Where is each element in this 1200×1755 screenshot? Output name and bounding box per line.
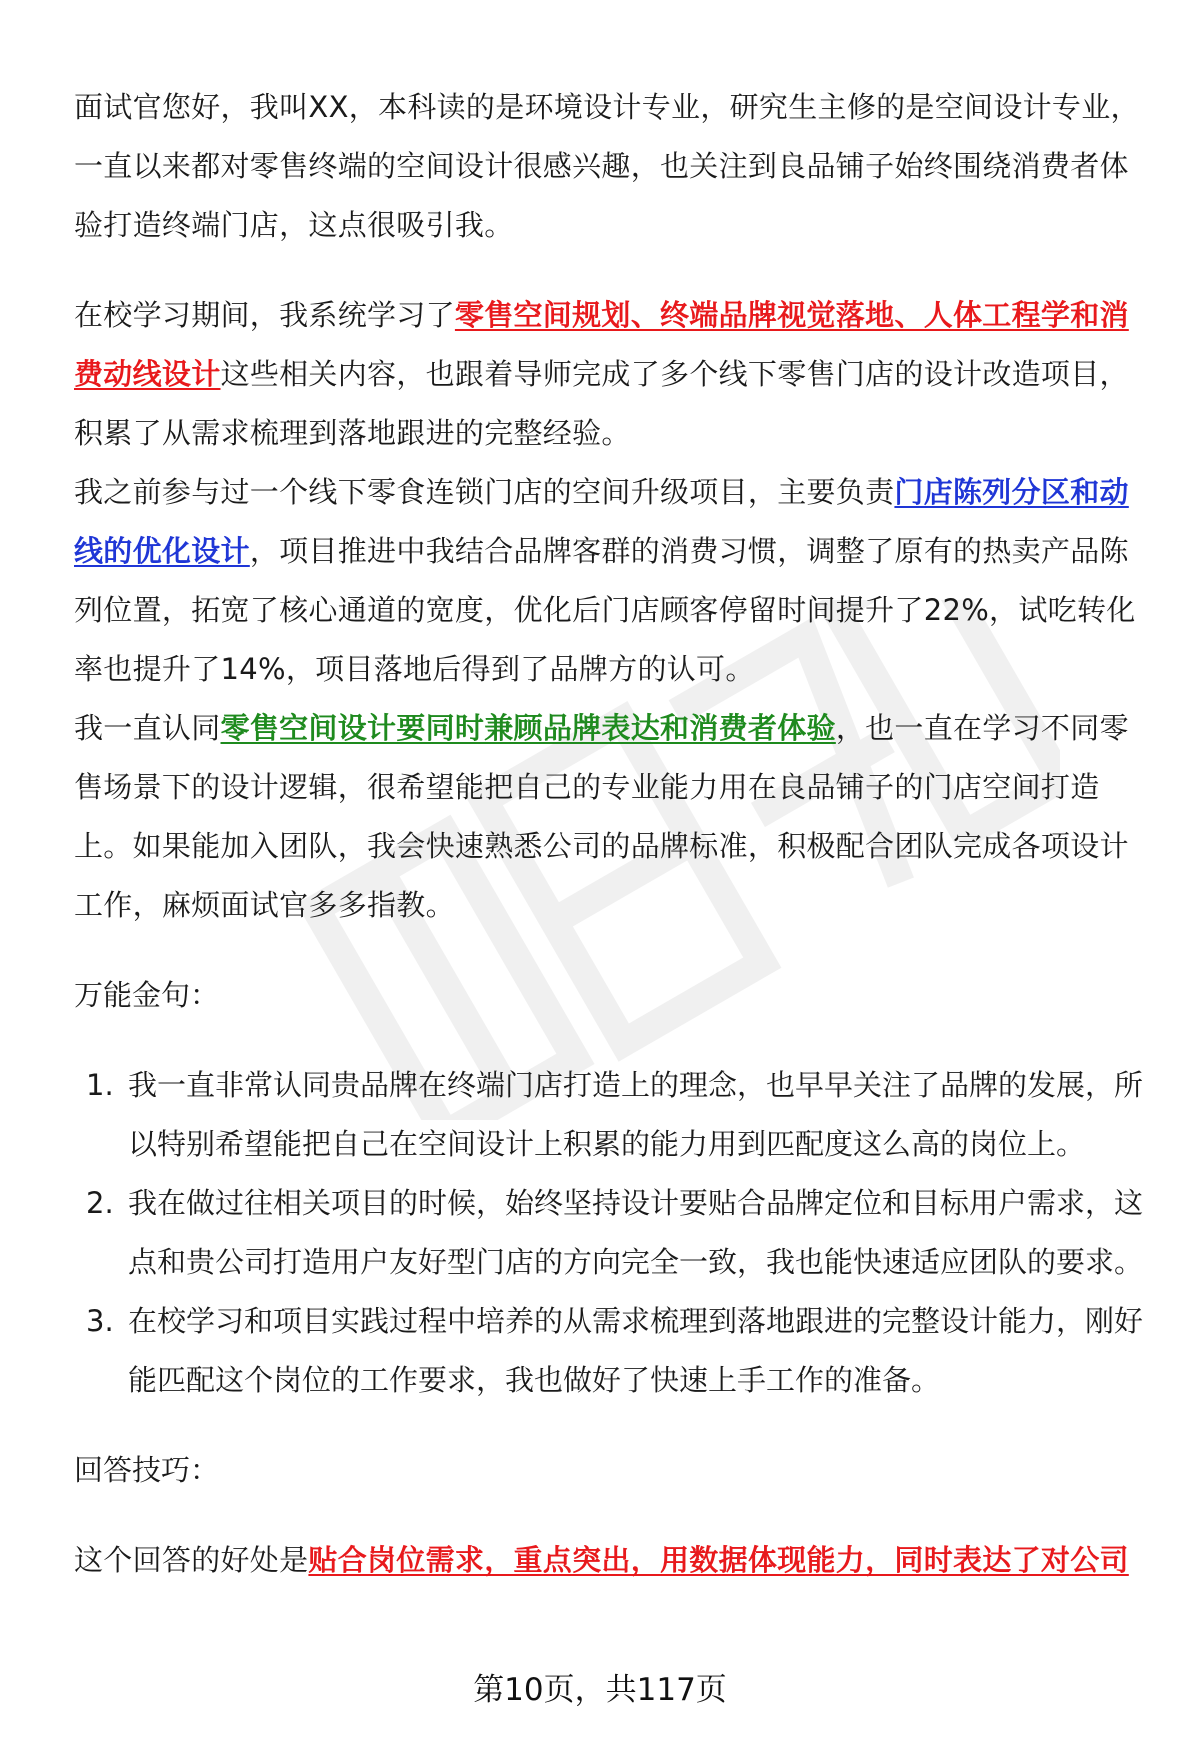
tips-highlight: 贴合岗位需求，重点突出，用数据体现能力，同时表达了对公司 xyxy=(308,1543,1129,1577)
list-item xyxy=(74,1174,1144,1292)
golden-phrases-list xyxy=(74,1056,1144,1410)
project-text-before: 我之前参与过一个线下零食连锁门店的空间升级项目，主要负责 xyxy=(74,475,895,509)
golden-phrases-heading: 万能金句： xyxy=(74,978,220,1012)
tips-paragraph xyxy=(74,1531,1144,1590)
tips-text-before: 这个回答的好处是 xyxy=(74,1543,309,1577)
closing-highlight: 零售空间设计要同时兼顾品牌表达和消费者体验 xyxy=(220,711,836,745)
project-text-after: ，项目推进中我结合品牌客群的消费习惯，调整了原有的热卖产品陈列位置，拓宽了核心通道的宽度，优化后门店顾客停留时间提升了22%，试吃转化率也提升了14%，项目落地后得到了品牌方的认可。 xyxy=(74,534,1136,686)
spacer xyxy=(74,1025,1144,1056)
study-text-after: 这些相关内容，也跟着导师完成了多个线下零售门店的设计改造项目，积累了从需求梳理到落地跟进的完整经验。 xyxy=(74,357,1129,450)
project-paragraph xyxy=(74,463,1144,699)
list-item-text: 我一直非常认同贵品牌在终端门店打造上的理念，也早早关注了品牌的发展，所以特别希望能把自己在空间设计上积累的能力用到匹配度这么高的岗位上。 xyxy=(128,1068,1144,1161)
study-text-before: 在校学习期间，我系统学习了 xyxy=(74,298,455,332)
document-body xyxy=(74,78,1144,1590)
study-highlight: 零售空间规划、终端品牌视觉落地、人体工程学和消费动线设计 xyxy=(74,298,1129,391)
list-item xyxy=(74,1292,1144,1410)
intro-text: 面试官您好，我叫XX，本科读的是环境设计专业，研究生主修的是空间设计专业，一直以来都对零售终端的空间设计很感兴趣，也关注到良品铺子始终围绕消费者体验打造终端门店，这点很吸引我。 xyxy=(74,90,1140,242)
spacer xyxy=(74,1500,1144,1531)
closing-paragraph xyxy=(74,699,1144,935)
closing-text-after: ，也一直在学习不同零售场景下的设计逻辑，很希望能把自己的专业能力用在良品铺子的门店空间打造上。如果能加入团队，我会快速熟悉公司的品牌标准，积极配合团队完成各项设计工作，麻烦面试官多多指教。 xyxy=(74,711,1129,922)
spacer xyxy=(74,255,1144,286)
spacer xyxy=(74,1410,1144,1441)
study-paragraph xyxy=(74,286,1144,463)
list-item-text: 在校学习和项目实践过程中培养的从需求梳理到落地跟进的完整设计能力，刚好能匹配这个岗位的工作要求，我也做好了快速上手工作的准备。 xyxy=(128,1304,1144,1397)
closing-text-before: 我一直认同 xyxy=(74,711,221,745)
list-item xyxy=(74,1056,1144,1174)
tips-heading: 回答技巧： xyxy=(74,1453,220,1487)
spacer xyxy=(74,935,1144,966)
list-item-number: 1. xyxy=(86,1068,114,1102)
list-item-number: 2. xyxy=(86,1186,114,1220)
list-item-number: 3. xyxy=(86,1304,114,1338)
project-highlight: 门店陈列分区和动线的优化设计 xyxy=(74,475,1129,568)
list-item-text: 我在做过往相关项目的时候，始终坚持设计要贴合品牌定位和目标用户需求，这点和贵公司打造用户友好型门店的方向完全一致，我也能快速适应团队的要求。 xyxy=(128,1186,1144,1279)
page-number: 第10页，共117页 xyxy=(473,1672,727,1708)
intro-paragraph xyxy=(74,78,1144,255)
